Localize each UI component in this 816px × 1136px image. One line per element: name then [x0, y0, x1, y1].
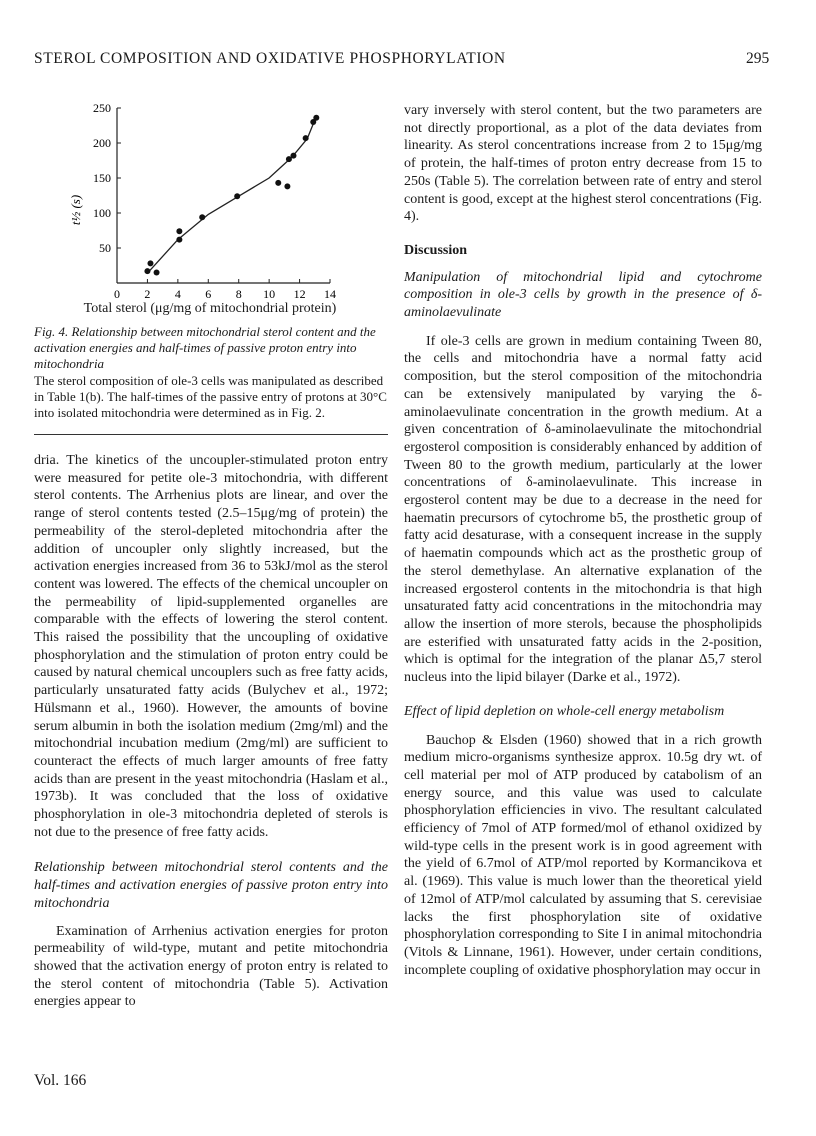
x-tick-label: 12: [293, 287, 306, 301]
y-tick-label: 200: [93, 136, 111, 150]
y-axis-label: [68, 195, 83, 225]
x-axis-label: Total sterol (μg/mg of mitochondrial protein): [83, 301, 337, 316]
x-tick-label: 4: [174, 287, 181, 301]
paragraph: dria. The kinetics of the uncoupler-stimulated proton entry were measured for petite ole-3 mitochondria, with different sterol contents. The Arrhenius plots are linear, and over the range of sterol contents tested (2.5–15μg/mg of protein) the permeability of the sterol-depleted mitochondria after the addition of uncoupler only slightly increased, but the activation energies increased from 36 to 53kJ/mol as the sterol content was lowered. The effects of the chemical uncoupler on the permeability of lipid-supplemented organelles are comparable with the effects of lowering the sterol content. This raised the possibility that the uncoupling of oxidative phosphorylation and the stimulation of proton entry could be caused by natural chemical uncouplers such as free fatty acids, particularly unsaturated fatty acids (Bulychev et al., 1972; Hülsmann et al., 1960). However, the amounts of bovine serum albumin in both the isolation medium (2mg/ml) and the mitochondrial incubation medium (2mg/ml) are sufficient to counteract the effects of much larger amounts of free fatty acids than are present in the yeast mitochondria (Haslam et al., 1973b). It was concluded that the loss of oxidative phosphorylation in ole-3 mitochondria depleted of sterols is not due to the presence of free fatty acids.: [34, 453, 388, 840]
svg-text:t½ (s): t½ (s): [68, 194, 83, 226]
chart-ticks: [93, 101, 336, 301]
data-point: [313, 115, 319, 121]
discussion-heading: Discussion: [404, 242, 468, 258]
figure-caption-body: The sterol composition of ole-3 cells was manipulated as described in Table 1(b). The half-times of the passive entry of protons at 30°C into isolated mitochondria were determined as in Fig. 2.: [34, 373, 387, 420]
data-point: [275, 180, 281, 186]
subsection-heading: Manipulation of mitochondrial lipid and cytochrome composition in ole-3 cells by growth in the presence of δ-aminolaevulinate: [404, 269, 762, 321]
fit-line-path: [147, 116, 316, 273]
data-point: [234, 193, 240, 199]
x-tick-label: 8: [235, 287, 242, 301]
data-point: [176, 228, 182, 234]
data-point: [176, 237, 182, 243]
x-tick-label: 14: [324, 287, 336, 301]
data-point: [290, 153, 296, 159]
running-title: STEROL COMPOSITION AND OXIDATIVE PHOSPHORYLATION: [34, 50, 506, 67]
x-tick-label: 6: [205, 287, 212, 301]
x-tick-label: 10: [263, 287, 276, 301]
fit-line: [147, 116, 316, 273]
data-point: [199, 214, 205, 220]
chart-axes: [117, 108, 330, 283]
y-tick-label: 50: [99, 241, 111, 255]
y-tick-label: 100: [93, 206, 111, 220]
paragraph: vary inversely with sterol content, but the two parameters are not directly proportional, as a plot of the data deviates from linearity. As sterol concentrations increase from 2 to 15μg/mg of protein, the half-times of proton entry decrease from 15 to 250s (Table 5). The correlation between rate of entry and sterol content is good, except at the highest sterol concentrations (Fig. 4).: [404, 103, 762, 225]
data-point: [154, 270, 160, 276]
paragraph: Examination of Arrhenius activation energies for proton permeability of wild-type, mutant and petite mitochondria showed that the activation energy of proton entry is related to the sterol content of mitochondria (Table 5). Activation energies appear to: [34, 923, 388, 1010]
subsection-heading: Effect of lipid depletion on whole-cell energy metabolism: [404, 703, 725, 719]
y-tick-label: 150: [93, 171, 111, 185]
data-points: [144, 115, 319, 276]
divider: [34, 434, 388, 435]
x-tick-label: 2: [144, 287, 151, 301]
volume-footer: Vol. 166: [34, 1072, 87, 1089]
figure-caption-title: Fig. 4. Relationship between mitochondrial sterol content and the activation energies and half-times of passive proton entry into mitochondria: [34, 324, 376, 371]
figure-4-chart: [60, 98, 360, 320]
y-tick-label: 250: [93, 101, 111, 115]
x-tick-label: 0: [114, 287, 120, 301]
right-column: [404, 102, 762, 979]
section-heading: Relationship between mitochondrial sterol contents and the half-times and activation energies of passive proton entry into mitochondria: [34, 860, 388, 911]
figure-caption: [34, 324, 388, 421]
data-point: [284, 183, 290, 189]
data-point: [144, 268, 150, 274]
paragraph: If ole-3 cells are grown in medium containing Tween 80, the cells and mitochondria have a normal fatty acid composition, but the sterol composition of the mitochondria can be extensively manipulated by varying the δ-aminolaevulinate concentration in the growth medium. At a given concentration of δ-aminolaevulinate the mitochondrial ergosterol composition is considerably enhanced by addition of Tween 80 to the growth medium, particularly at the lower concentrations of δ-aminolaevulinate. This increase in ergosterol content may be due to a decrease in the need for haematin precursors of cytochrome b5, the prosthetic group of fatty acid desaturase, with a consequent increase in the supply of haematin compounds which act as the prosthetic group of the sterol demethylase. An alternative explanation of the increased ergosterol contents in the mitochondria is that high unsaturated fatty acid concentrations in the mitochondria may allow the insertion of more sterols, because the phospholipids are esterified with unsaturated fatty acids in the 2-position, which is optimal for the integration of the planar Δ5,7 sterol nucleus into the lipid bilayer (Darke et al., 1972).: [404, 333, 762, 686]
page-number: 295: [746, 50, 770, 67]
left-column: [34, 452, 388, 1011]
data-point: [303, 135, 309, 141]
paragraph: Bauchop & Elsden (1960) showed that in a rich growth medium micro-organisms synthesize approx. 10.5g dry wt. of cell material per mol of ATP produced by catabolism of an energy source, and this value was used to calculate phosphorylation efficiencies in vivo. The resultant calculated efficiency of 7mol of ATP formed/mol of ethanol oxidized by wild-type cells in the present work is in good agreement with the yield of 6.7mol of ATP/mol reported by Kormancikova et al. (1969). This value is much lower than the theoretical yield of 12mol of ATP/mol calculated by assuming that S. cerevisiae lacks the first phosphorylation site of oxidative phosphorylation corresponding to Site I in animal mitochondria (Vitols & Linnane, 1961). However, under certain conditions, incomplete coupling of oxidative phosphorylation may occur in: [404, 732, 762, 978]
data-point: [147, 260, 153, 266]
